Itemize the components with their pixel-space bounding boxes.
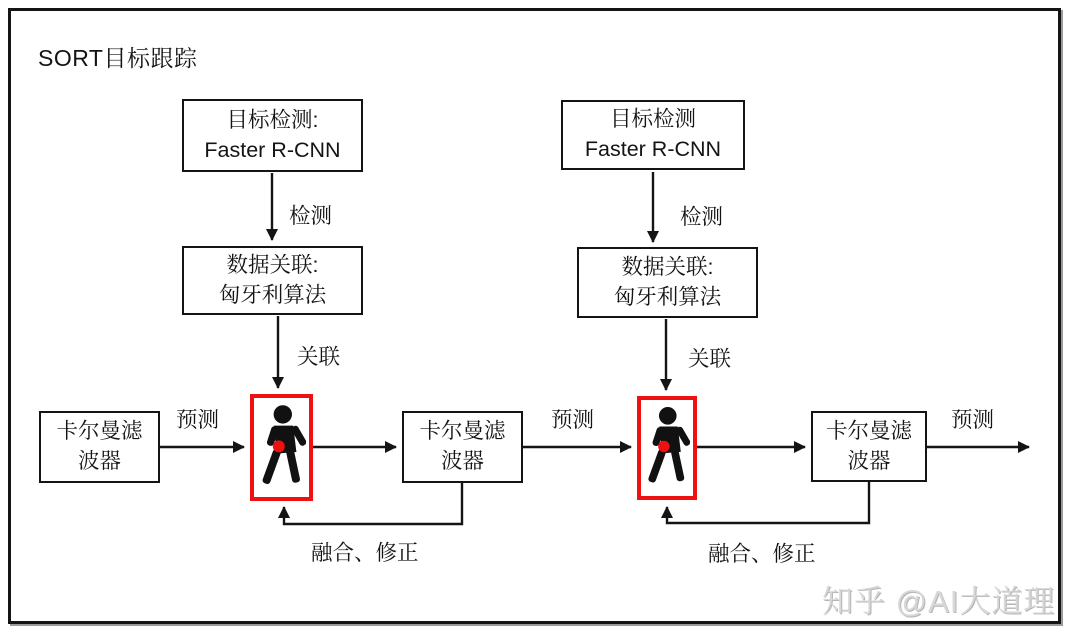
tracked-object-box-1 [250, 394, 313, 501]
kalman-filter-box-1-line2: 波器 [77, 449, 121, 473]
association-box-2-line1: 数据关联: [621, 254, 714, 279]
kalman-filter-box-3-line2: 波器 [847, 448, 891, 473]
watermark-text: 知乎 @AI大道理 [822, 584, 1056, 619]
detector-box-1 [182, 99, 363, 172]
walking-person-icon [258, 403, 306, 493]
track-point-dot [658, 441, 670, 453]
association-box-1 [182, 246, 363, 315]
detect-label-1: 检测 [289, 204, 333, 228]
kalman-filter-box-2-line2: 波器 [440, 449, 484, 473]
kalman-filter-box-1 [39, 411, 160, 483]
feedback-label-2: 融合、修正 [708, 542, 816, 566]
feedback-label-1: 融合、修正 [311, 541, 419, 565]
kalman-filter-box-2 [402, 411, 523, 483]
detector-box-2-line1: 目标检测 [609, 107, 696, 132]
track-point-dot [272, 440, 284, 452]
diagram-title: SORT目标跟踪 [38, 45, 198, 71]
kalman-filter-box-3 [811, 411, 927, 482]
detector-box-2 [561, 100, 745, 170]
detector-box-1-line2: Faster R-CNN [204, 137, 341, 162]
predict-label-3: 预测 [951, 408, 995, 432]
association-box-2 [577, 247, 758, 318]
kalman-filter-box-3-line1: 卡尔曼滤 [825, 418, 912, 443]
detector-box-2-line2: Faster R-CNN [584, 137, 722, 161]
predict-label-1: 预测 [176, 408, 220, 432]
kalman-filter-box-2-line1: 卡尔曼滤 [419, 419, 506, 444]
kalman-filter-box-1-line1: 卡尔曼滤 [56, 419, 143, 444]
tracked-object-box-2 [637, 396, 697, 500]
associate-label-1: 关联 [297, 345, 341, 369]
association-box-1-line1: 数据关联: [226, 252, 319, 277]
association-box-2-line2: 匈牙利算法 [613, 284, 722, 309]
associate-label-2: 关联 [688, 347, 732, 371]
association-box-1-line2: 匈牙利算法 [218, 282, 327, 307]
predict-label-2: 预测 [551, 408, 595, 432]
walking-person-icon [644, 404, 690, 492]
detector-box-1-line1: 目标检测: [226, 107, 319, 132]
detect-label-2: 检测 [680, 205, 724, 229]
diagram-frame [8, 8, 1061, 624]
